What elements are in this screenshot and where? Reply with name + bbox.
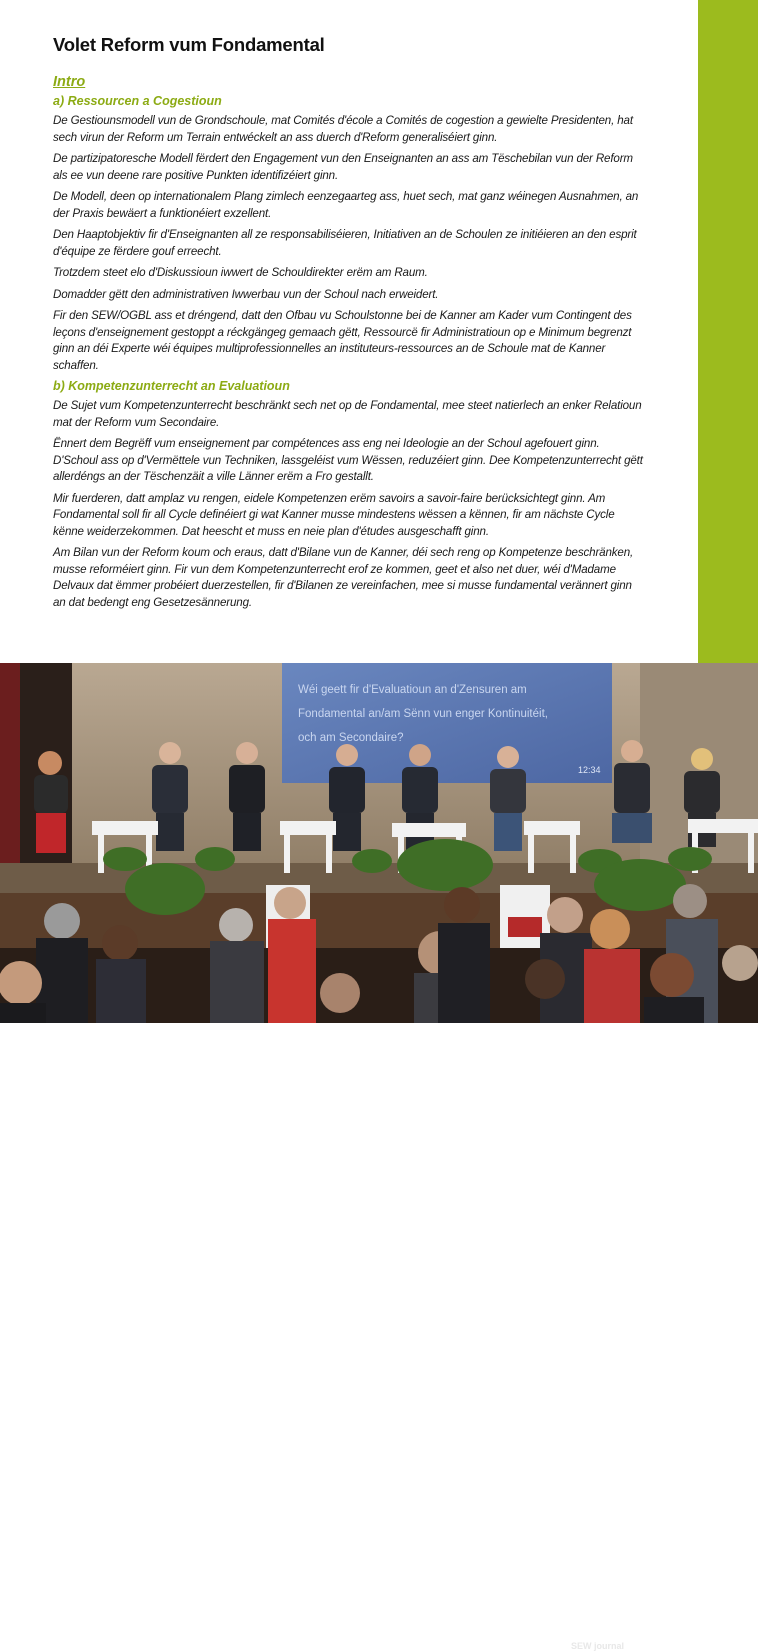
- screen-text-line: och am Secondaire?: [298, 732, 404, 744]
- page-title: Volet Reform vum Fondamental: [53, 34, 325, 55]
- screen-clock: 12:34: [578, 765, 601, 775]
- photo-credit: SEW journal: [571, 1641, 625, 1651]
- paragraph: De partizipatoresche Modell fërdert den Engagement vun den Enseignanten an ass am Tëschebilan vun der Reform als ee vun deene rare positive Punkten identifizéiert ginn.: [53, 152, 633, 182]
- paragraph: Den Haaptobjektiv fir d'Enseignanten all ze responsabiliséieren, Initiativen an de Schoulen ze initiéieren an den esprit d'équipe ze fërdere gouf erreecht.: [53, 228, 637, 258]
- paragraph: De Modell, deen op internationalem Plang zimlech eenzegaarteg ass, huet sech, mat ganz wéinegen Ausnahmen, an der Praxis bewäert a funktionéiert exzellent.: [53, 190, 639, 220]
- green-side-bar: [698, 0, 758, 663]
- paragraph: De Sujet vum Kompetenzunterrecht beschränkt sech net op de Fondamental, mee steet natierlech an enker Relatioun mat der Reform vum Secondaire.: [53, 399, 642, 429]
- screen-text-line: Fondamental an/am Sënn vun enger Kontinuitéit,: [298, 708, 548, 720]
- screen-text-line: Wéi geett fir d'Evaluatioun an d'Zensuren am: [298, 684, 527, 696]
- paragraph: Am Bilan vun der Reform koum och eraus, datt d'Bilane vun de Kanner, déi sech reng op Kompetenze beschränken, musse reforméiert ginn. Fir vun dem Kompetenzunterrecht erof ze kommen, geet et also net duer, wéi d'Madame Delvaux dat ëmmer probéiert duerzestellen, fir d'Bilanen ze vereinfachen, mee si musse fundamental verännert ginn an dat bedengt eng Gesetzesännerung.: [53, 546, 634, 609]
- intro-heading: Intro: [53, 74, 86, 90]
- article: [53, 34, 643, 616]
- section-a-heading: a) Ressourcen a Cogestioun: [53, 94, 222, 108]
- paragraph: De Gestiounsmodell vun de Grondschoule, mat Comités d'école a Comités de cogestion a gewielte Presidenten, hat sech virun der Reform um Terrain entwéckelt an ass duerch d'Reform generaliséiert ginn.: [53, 114, 633, 144]
- panel-discussion-photo: [0, 663, 758, 1651]
- paragraph: Ënnert dem Begrëff vum enseignement par compétences ass eng nei Ideologie an der Schoul agefouert ginn. D'Schoul ass op d'Vermëttele vun Techniken, lassgeléist vum Wëssen, reduzéiert ginn. Dee Kompetenzunterrecht gëtt allerdéngs an der Tëschenzäit a ville Länner erëm a Fro gestallt.: [53, 437, 643, 483]
- paragraph: Fir den SEW/OGBL ass et dréngend, datt den Ofbau vu Schoulstonne bei de Kanner am Kader vum Contingent des leçons d'enseignement gestoppt a réckgängeg gemaach gëtt, Ressourcë fir Administratioun op e Minimum begrenzt ginn an déi Experte wéi équipes multiprofessionnelles an instituteurs-ressources an de Schoule mat de Kanner schaffen.: [53, 309, 632, 372]
- section-b-heading: b) Kompetenzunterrecht an Evaluatioun: [53, 379, 290, 393]
- paragraph: Domadder gëtt den administrativen Iwwerbau vun der Schoul nach erweidert.: [53, 287, 439, 301]
- paragraph: Mir fuerderen, datt amplaz vu rengen, eidele Kompetenzen erëm savoirs a savoir-faire berücksichtegt ginn. Am Fondamental soll fir all Cycle definéiert gi wat Kanner musse mindestens wëssen a kënnen, fir am nächste Cycle kënne weiderzekommen. Dat heescht et muss en neie plan d'études ausgeschafft ginn.: [53, 491, 615, 538]
- paragraph: Trotzdem steet elo d'Diskussioun iwwert de Schouldirekter erëm am Raum.: [53, 266, 428, 279]
